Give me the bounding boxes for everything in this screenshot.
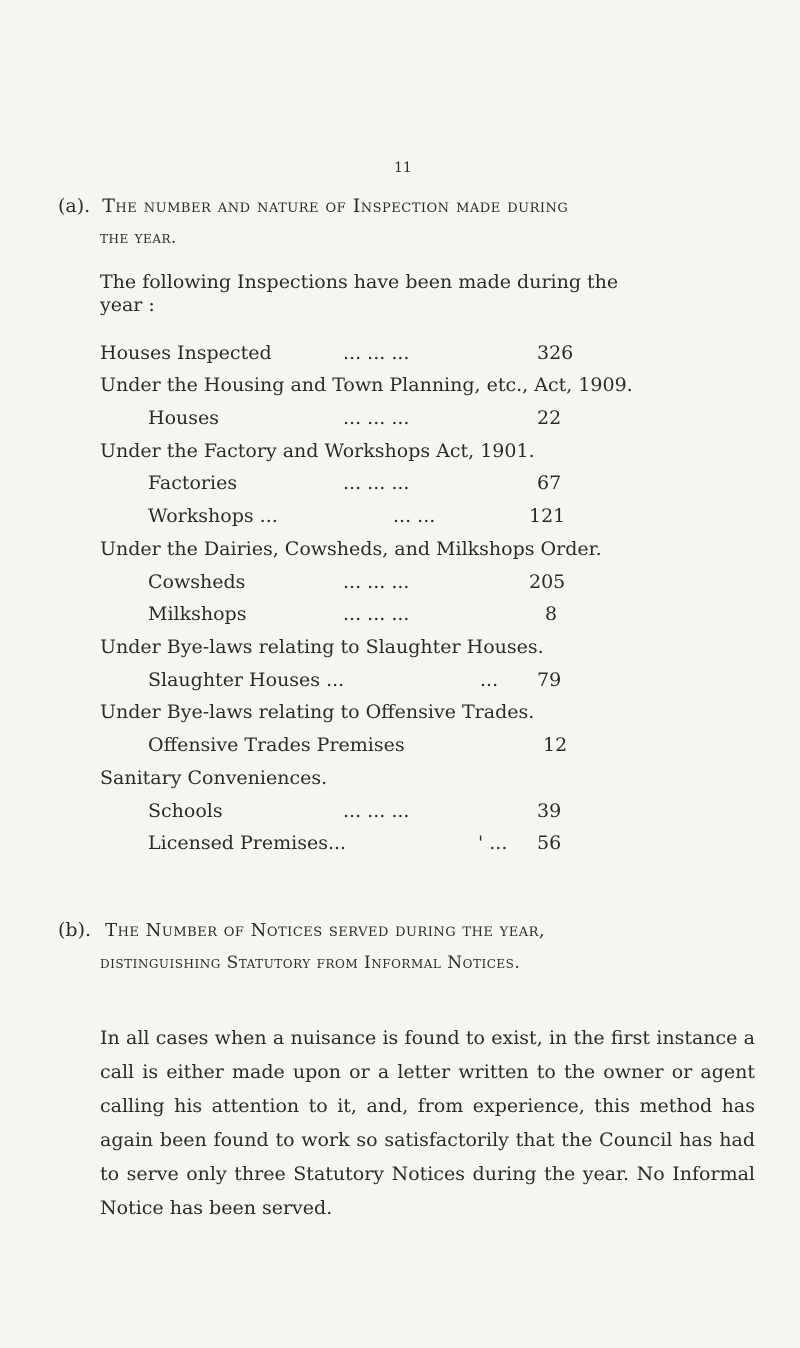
section-a-heading — [58, 194, 568, 218]
document-page: 11 (a). The number and nature of Inspection made during the year. The following Inspections have been made during the year : Houses Inspected ... ... ... 326 Under the Housing and Town Planning, etc., Act, 1909. Houses ... ... ... 22 Under the Factory and Workshops Act, 1901. Factories ... ... ... 67 Workshops ... ... ... 121 Under the Dairies, Cowsheds, and Milkshops Order. Cowsheds ... ... ... 205 Milkshops ... ... ... 8 Under Bye-laws relating to Slaughter Houses. Slaughter Houses ... ... 79 Under Bye-laws relating to Offensive Trades. Offensive Trades Premises 12 Sanitary Conveniences. Schools ... ... ... 39 Licensed Premises... ' ... 56 (b). The Number of Notices served during the year, distinguishing Statutory from Informal Notices. In all cases when a nuisance is found to exist, in the first instance a call is either made upon or a letter written to the owner or agent calling his attention to it, and, from experience, this method has again been found to work so satisfactorily that the Council has had to serve only three Statutory Notices during the year. No Informal Notice has been served. — [0, 0, 800, 1348]
section-b-paragraph: In all cases when a nuisance is found to exist, in the first instance a call is either made upon or a letter written to the owner or agent calling his attention to it, and, from experience, this method has again been found to work so satisfactorily that the Council has had to serve only three Statutory Notices during the year. No Informal Notice has been served. — [100, 1027, 755, 1219]
section-b-marker: (b). — [58, 919, 92, 941]
page-number: 11 — [394, 160, 412, 176]
inspection-heading-offensive: Under Bye-laws relating to Offensive Trades. — [100, 701, 535, 723]
intro-line2: year : — [100, 294, 155, 316]
section-a-marker: (a). — [58, 195, 91, 217]
section-b-heading-line2: distinguishing Statutory from Informal Notices. — [100, 953, 521, 973]
inspection-heading-dairies: Under the Dairies, Cowsheds, and Milkshops Order. — [100, 538, 602, 560]
intro-line1: The following Inspections have been made during the — [100, 271, 619, 293]
inspection-heading-factory: Under the Factory and Workshops Act, 1901. — [100, 440, 535, 462]
section-b-heading-line1: The Number of Notices served during the year, — [105, 920, 546, 941]
inspection-heading-housing: Under the Housing and Town Planning, etc., Act, 1909. — [100, 374, 633, 396]
section-a-heading-line2: the year. — [100, 228, 177, 248]
inspection-heading-slaughter: Under Bye-laws relating to Slaughter Houses. — [100, 636, 544, 658]
inspection-heading-sanitary: Sanitary Conveniences. — [100, 767, 328, 789]
section-a-heading-line1: The number and nature of Inspection made during — [102, 195, 569, 217]
section-b-heading — [58, 918, 545, 943]
